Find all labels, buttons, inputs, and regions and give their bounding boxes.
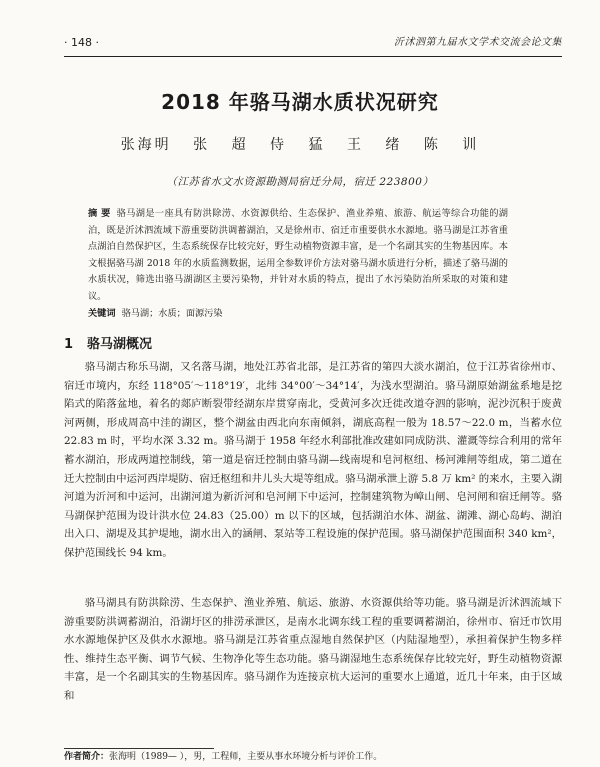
body-paragraph-2 (64, 594, 562, 706)
keywords-text: 骆马湖；水质；面源污染 (121, 308, 223, 319)
footnote-label: 作者简介： (64, 752, 110, 762)
section-heading (64, 333, 152, 352)
footnote-text: 张海明（1989— ），男，工程师，主要从事水环境分析与评价工作。 (109, 752, 383, 762)
keywords (88, 307, 508, 321)
paragraph-text: 骆马湖古称乐马湖，又名落马湖，地处江苏省北部，是江苏省的第四大淡水湖泊，位于江苏省徐州市、宿迁市境内，东经 118°05′～118°19′，北纬 34°00′～34°14′，为浅水型湖泊。骆马湖原始湖盆系地是挖陷式的陷落盆地，着名的郯庐断裂带经湖东岸贯穿南北，受黄河多次迁徙改道夺泗的影响，泥沙沉积于废黄河两侧，形成周高中洼的湖区，整个湖盆由西北向东南倾斜，湖底高程一般为 18.57～22.0 m，当蓄水位 22.83 m 时，平均水深 3.32 m。骆马湖于 1958 年经水利部批准改建如同成防洪、灌溉等综合利用的常年蓄水湖泊，形成两道控制线，第一道是宿迁控制由骆马湖—线南堤和皂河枢纽、杨河滩闸等组成，第二道在迁大控制由中运河西岸堤防、宿迁枢纽和井儿头大堤等组成。骆马湖承泄上游 5.8 万 km² 的来水，主要入湖河道为沂河和中运河，出湖河道为新沂河和皂河闸下中运河，控制建筑物为嶂山闸、皂河闸和宿迁闸等。骆马湖保护范围为设计洪水位 24.83（25.00）m 以下的区域，包括湖泊水体、湖盆、湖滩、湖心岛屿、湖泊出入口、湖堤及其护堤地，湖水出入的涵闸、泵站等工程设施的保护范围。骆马湖保护范围面积 340 km²，保护范围线长 94 km。 (64, 361, 562, 559)
abstract-text: 骆马湖是一座具有防洪除涝、水资源供给、生态保护、渔业养殖、旅游、航运等综合功能的湖泊，既是沂沭泗流域下游重要防洪调蓄湖泊，又是徐州市、宿迁市重要供水水源地。骆马湖是江苏省重点湖泊自然保护区，生态系统保存比较完好，野生动植物资源丰富，是一个名副其实的生物基因库。本文根据骆马湖 2018 年的水质监测数据，运用全参数评价方法对骆马湖水质进行分析，描述了骆马湖的水质状况，筛选出骆马湖湖区主要污染物，并针对水质的特点，提出了水污染防治所采取的对策和建议。 (88, 208, 508, 302)
footnote (64, 750, 562, 764)
journal-title: 沂沭泗第九届水文学术交流会论文集 (394, 37, 562, 48)
article-title: 2018 年骆马湖水质状况研究 (161, 90, 439, 114)
abstract-label: 摘 要 (88, 208, 111, 219)
section-number: 1 (64, 337, 74, 352)
section-title: 骆马湖概况 (87, 337, 153, 352)
affiliation: （江苏省水文水资源勘测局宿迁分局，宿迁 223800） (166, 176, 434, 188)
footnote-rule (64, 748, 214, 749)
paragraph-text: 骆马湖具有防洪除涝、生态保护、渔业养殖、航运、旅游、水资源供给等功能。骆马湖是沂沭泗流域下游重要防洪调蓄湖泊，沿湖圩区的排涝承泄区，是南水北调东线工程的重要调蓄湖泊，徐州市、宿迁市饮用水水源地保护区及供水水源地。骆马湖是江苏省重点湿地自然保护区（内陆湿地型），承担着保护生物多样性、维持生态平衡、调节气候、生物净化等生态功能。骆马湖湿地生态系统保存比较完好，野生动植物资源丰富，是一个名副其实的生物基因库。骆马湖作为连接京杭大运河的重要水上通道，近几十年来，由于区域和 (64, 597, 562, 702)
header-rule (64, 56, 562, 57)
page-number: · 148 · (64, 36, 99, 49)
running-header (64, 36, 562, 50)
body-paragraph-1 (64, 358, 562, 563)
author-list: 张海明 张 超 侍 猛 王 绪 陈 训 (120, 137, 480, 153)
abstract (88, 206, 508, 306)
keywords-label: 关键词 (88, 308, 116, 319)
